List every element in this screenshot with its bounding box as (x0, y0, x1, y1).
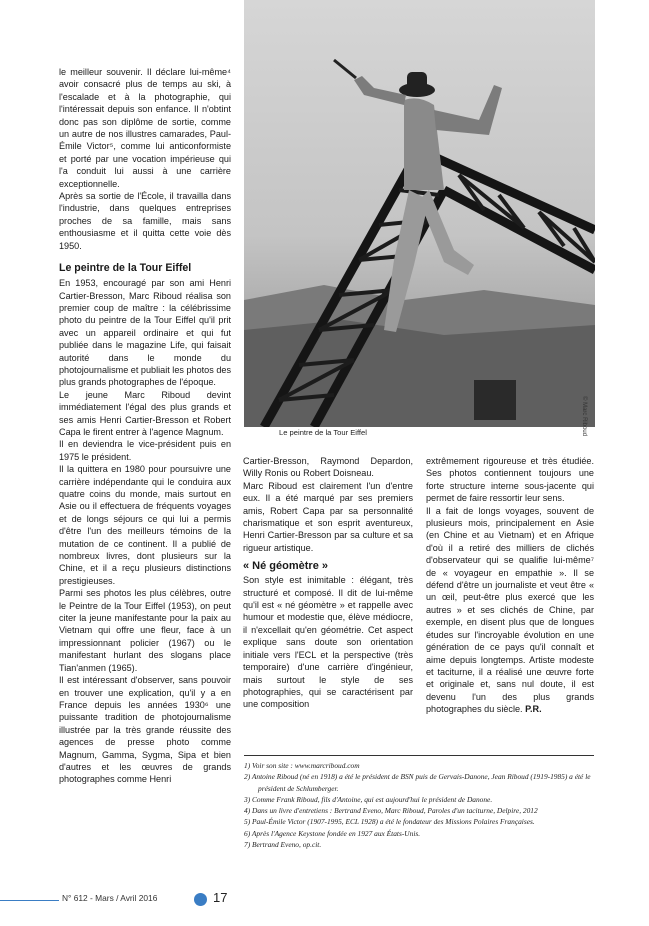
paragraph: Marc Riboud est clairement l'un d'entre eux. Il a été marqué par ses premiers amis, Robert Capa par sa personnalité charismatique et son esprit aventureux, Henri Cartier-Bresson par sa culture et sa rigueur artistique. (243, 480, 413, 553)
photo-caption: Le peintre de la Tour Eiffel (279, 428, 367, 437)
paragraph (426, 505, 594, 716)
issue-label: N° 612 - Mars / Avril 2016 (62, 893, 158, 903)
article-column-2 (243, 455, 413, 711)
photo-image (244, 0, 595, 427)
paragraph: Après sa sortie de l'École, il travailla dans l'industrie, dans quelques entreprises proches de sa famille, mais sans enthousiasme et il quitta cette voie dès 1950. (59, 191, 231, 251)
paragraph: extrêmement rigoureuse et très étudiée. Ses photos contiennent toujours une forte structure interne sous-jacente qui permet de faire ressortir leur sens. (426, 456, 594, 504)
photo-credit: © Marc Riboud (581, 396, 587, 437)
author-signature: P.R. (525, 704, 542, 715)
article-column-3 (426, 455, 594, 716)
paragraph: Il la quittera en 1980 pour poursuivre une carrière indépendante qui le conduira aux quatre coins du monde, mais surtout en Asie ou il effectuera de fréquents voyages et de longs séjours ce qui lui a permis d'être l'un des meilleurs témoins de la mutation de ce continent. Il a publié de nombreux livres, dont plusieurs sur la Chine, et il a reçu plusieurs distinctions prestigieuses. (59, 464, 231, 586)
paragraph: Parmi ses photos les plus célèbres, outre le Peintre de la Tour Eiffel (1953), on peut citer la jeune manifestante pour la paix au Vietnam qui offre une fleur, face à un impressionnant policier (1967) ou le manifestant hurlant des slogans place Tian'anmen (1965). (59, 588, 231, 673)
photo-eiffel-tower-painter (244, 0, 595, 427)
section-heading: Le peintre de la Tour Eiffel (59, 262, 192, 275)
paragraph: le meilleur souvenir. Il déclare lui-même⁴ avoir consacré plus de temps au ski, à l'escalade et à la photographie, qui l'intéressait depuis son enfance. Il n'obtint donc pas son diplôme de sortie, comme un autre de nos illustres camarades, Paul-Émile Victor⁵, comme lui anticonformiste et porté par une vocation impérieuse qui l'a conduit lui aussi à une carrière exceptionnelle. (59, 67, 231, 189)
footer-dot-icon (194, 893, 207, 906)
paragraph: Il en deviendra le vice-président puis en 1975 le président. (59, 439, 231, 462)
footnote: 3) Comme Frank Riboud, fils d'Antoine, qui est aujourd'hui le président de Danone. (244, 794, 493, 804)
paragraph: Son style est inimitable : élégant, très structuré et composé. Il dit de lui-même qu'il est « né géomètre » et rappelle avec humour et modestie que, élève médiocre, il n'excellait qu'en géométrie. Cet aspect explique sans doute son orientation initiale vers l'ECL et la perspective (très temporaire) d'une carrière d'ingénieur, mais surtout le style de ses photographies, qui se caractérisent par une composition (243, 575, 413, 710)
paragraph-text: Il a fait de longs voyages, souvent de plusieurs mois, principalement en Asie (en Chine et au Vietnam) et en Afrique d'où il a retiré des milliers de clichés d'observateur qui se qualifie lui-même⁷ de « voyageur en empathie ». Il se défend d'être un journaliste et veut être « un œil, peut-être plus exercé que les autres » et ses clichés de Chine, par exemple, en disent plus que de longues études sur l'incroyable évolution en une génération de ce pays qu'il connaît et aime depuis longtemps. Artiste modeste et taciturne, il a réalisé une œuvre forte et originale et, sans nul doute, il est devenu l'un des plus grands photographes du siècle. (426, 505, 594, 715)
footnote: 1) Voir son site : www.marcriboud.com (244, 761, 360, 770)
footnote: 4) Dans un livre d'entretiens : Bertrand Eveno, Marc Riboud, Paroles d'un taciturne, Delpire, 2012 (244, 806, 538, 816)
footnote: 2) Antoine Riboud (né en 1918) a été le président de BSN puis de Gervais-Danone, Jean Riboud (1919-1985) a été le président de Schlumberger. (244, 772, 591, 793)
footnotes (244, 755, 594, 850)
page-number: 17 (213, 890, 228, 905)
paragraph: En 1953, encouragé par son ami Henri Cartier-Bresson, Marc Riboud réalisa son premier coup de maître : la célébrissime photo du peintre de la Tour Eiffel qu'il prit avec un appareil ordinaire et qui fut publiée dans le magazine Life, qui faisait autorité dans le monde du photojournalisme et publiait les photos des plus grands photographes de l'époque. (59, 278, 231, 388)
section-heading: « Né géomètre » (243, 560, 328, 573)
article-column-1 (59, 66, 231, 786)
paragraph: Le jeune Marc Riboud devint immédiatement l'égal des plus grands et ses amis Henri Cartier-Bresson et Robert Capa le firent entrer à l'agence Magnum. (59, 389, 231, 437)
footer-rule (0, 900, 59, 901)
paragraph: Cartier-Bresson, Raymond Depardon, Willy Ronis ou Robert Doisneau. (243, 456, 413, 479)
footnote: 5) Paul-Émile Victor (1907-1995, ECL 1928) a été le fondateur des Missions Polaires Françaises. (244, 817, 535, 827)
footnote: 6) Après l'Agence Keystone fondée en 1927 aux États-Unis. (244, 828, 421, 838)
paragraph: Il est intéressant d'observer, sans pouvoir en trouver une explication, qu'il y a en France depuis les années 1930⁶ une puissante tradition de photojournalisme illustrée par la très grande réussite des agences de presse photo comme Magnum, Gamma, Sygma, Sipa et bien d'autres et les œuvres de grands photographes comme Henri (59, 675, 231, 785)
footnote: 7) Bertrand Eveno, op.cit. (244, 840, 322, 850)
